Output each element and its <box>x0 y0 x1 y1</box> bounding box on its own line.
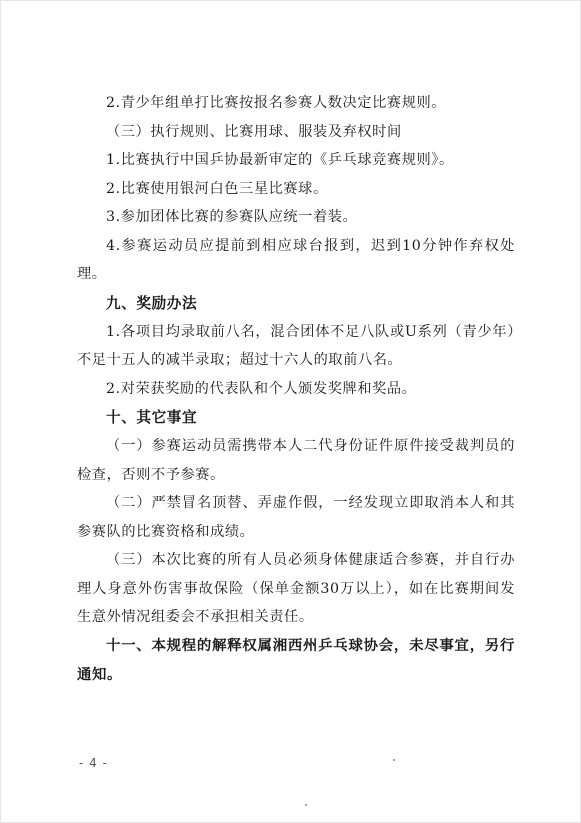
paragraph-forfeit-time: 4.参赛运动员应提前到相应球台报到，迟到10分钟作弃权处理。 <box>77 237 515 282</box>
paragraph-award-medals: 2.对荣获奖励的代表队和个人颁发奖牌和奖品。 <box>106 380 417 397</box>
paragraph-interpretation-right: 十一、本规程的解释权属湘西州乒乓球协会，未尽事宜，另行通知。 <box>77 637 515 683</box>
paragraph-health-insurance: （三）本次比赛的所有人员必须身体健康适合参赛，并自行办理人身意外伤害事故保险（保单金额30万以上），如在比赛期间发生意外情况组委会不承担相关责任。 <box>77 552 515 625</box>
paragraph-team-uniform: 3.参加团体比赛的参赛队应统一着装。 <box>106 209 358 225</box>
page-number: - 4 - <box>79 756 108 770</box>
paragraph-no-fraud: （二）严禁冒名顶替、弄虚作假，一经发现立即取消本人和其参赛队的比赛资格和成绩。 <box>77 495 515 540</box>
subheading-rules-ball-attire: （三）执行规则、比赛用球、服装及弃权时间 <box>106 123 402 140</box>
paragraph-id-check: （一）参赛运动员需携带本人二代身份证件原件接受裁判员的检查，否则不予参赛。 <box>77 438 515 483</box>
paragraph-award-ranking: 1.各项目均录取前八名，混合团体不足八队或U系列（青少年）不足十五人的减半录取；超过十六人的取前八名。 <box>77 323 515 368</box>
heading-awards: 九、奖励办法 <box>106 294 198 312</box>
paragraph-youth-singles-rule: 2.青少年组单打比赛按报名参赛人数决定比赛规则。 <box>106 95 447 111</box>
paragraph-competition-rules: 1.比赛执行中国乒协最新审定的《乒乓球竞赛规则》。 <box>106 152 454 168</box>
paragraph-competition-ball: 2.比赛使用银河白色三星比赛球。 <box>106 180 328 197</box>
scan-speck <box>305 804 307 806</box>
scan-speck <box>393 759 395 761</box>
document-body <box>77 89 515 690</box>
heading-other-matters: 十、其它事宜 <box>106 409 198 426</box>
